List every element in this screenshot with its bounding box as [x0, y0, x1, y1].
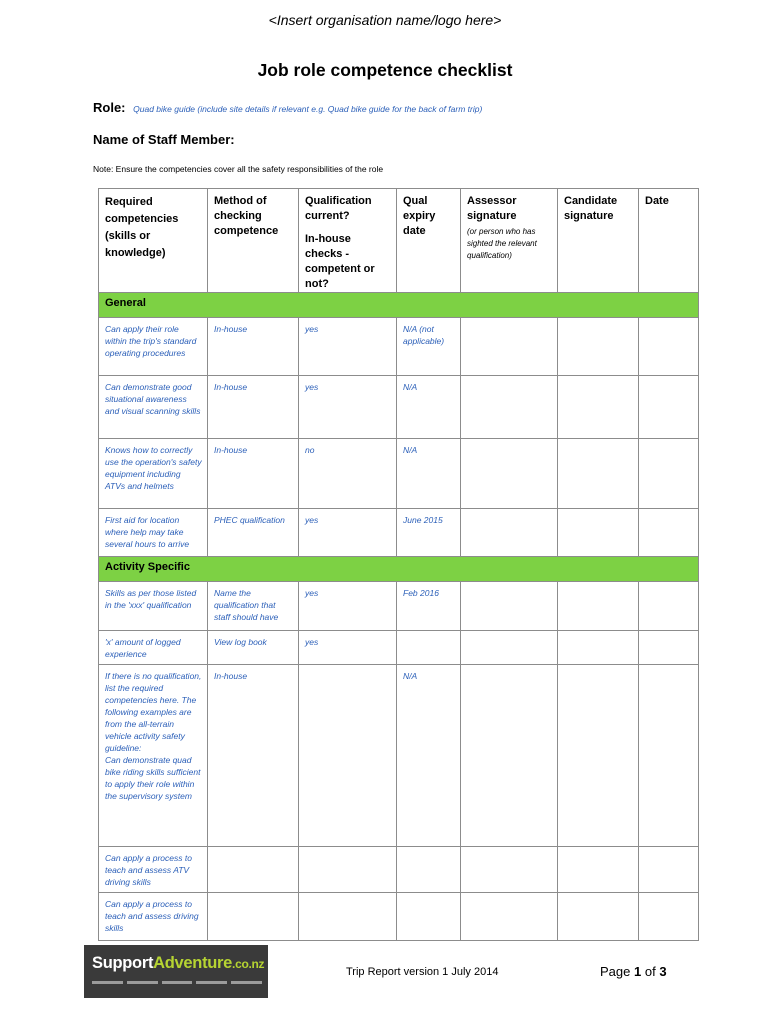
expiry-cell: N/A — [397, 439, 461, 509]
assessor-signature-cell[interactable] — [461, 665, 558, 847]
header-assessor: Assessor signature (or person who has sighted the relevant qualification) — [461, 189, 558, 293]
qualification-cell: yes — [299, 509, 397, 557]
date-cell[interactable] — [639, 847, 699, 893]
section-label: Activity Specific — [99, 557, 699, 582]
staff-member-label: Name of Staff Member: — [93, 132, 235, 147]
qualification-cell: yes — [299, 318, 397, 376]
expiry-cell: N/A — [397, 665, 461, 847]
qualification-cell — [299, 665, 397, 847]
header-expiry: Qual expiry date — [397, 189, 461, 293]
date-cell[interactable] — [639, 318, 699, 376]
header-competencies: Required competencies (skills or knowledge) — [99, 189, 208, 293]
role-label: Role: — [93, 100, 126, 115]
organisation-placeholder: <Insert organisation name/logo here> — [268, 12, 502, 28]
competency-extra-text: Can demonstrate quad bike riding skills sufficient to apply their role within the supervisory system — [105, 755, 201, 801]
date-cell[interactable] — [639, 439, 699, 509]
candidate-signature-cell[interactable] — [558, 582, 639, 631]
method-cell: In-house — [208, 318, 299, 376]
table-row — [99, 665, 699, 847]
expiry-cell — [397, 631, 461, 665]
header-method: Method of checking competence — [208, 189, 299, 293]
method-cell: Name the qualification that staff should have — [208, 582, 299, 631]
table-row — [99, 631, 699, 665]
expiry-cell: Feb 2016 — [397, 582, 461, 631]
qualification-cell — [299, 847, 397, 893]
method-cell — [208, 893, 299, 941]
candidate-signature-cell[interactable] — [558, 893, 639, 941]
method-cell: PHEC qualification — [208, 509, 299, 557]
method-cell — [208, 847, 299, 893]
qualification-cell: yes — [299, 582, 397, 631]
candidate-signature-cell[interactable] — [558, 439, 639, 509]
assessor-signature-cell[interactable] — [461, 439, 558, 509]
table-row — [99, 318, 699, 376]
header-inhouse-checks: In-house checks - competent or not? — [305, 233, 375, 290]
candidate-signature-cell[interactable] — [558, 665, 639, 847]
page-number: Page 1 of 3 — [600, 964, 667, 979]
assessor-signature-cell[interactable] — [461, 631, 558, 665]
competency-cell: First aid for location where help may take several hours to arrive — [99, 509, 208, 557]
competency-cell: Can demonstrate good situational awareness and visual scanning skills — [99, 376, 208, 439]
table-row — [99, 376, 699, 439]
assessor-signature-cell[interactable] — [461, 318, 558, 376]
candidate-signature-cell[interactable] — [558, 376, 639, 439]
qualification-cell: yes — [299, 631, 397, 665]
expiry-cell: June 2015 — [397, 509, 461, 557]
date-cell[interactable] — [639, 631, 699, 665]
header-candidate: Candidate signature — [558, 189, 639, 293]
competence-checklist-table — [98, 188, 699, 941]
assessor-note: (or person who has sighted the relevant qualification) — [467, 227, 537, 260]
expiry-cell: N/A (not applicable) — [397, 318, 461, 376]
logo-tagline-icon — [92, 979, 262, 987]
expiry-cell — [397, 893, 461, 941]
note-text: Note: Ensure the competencies cover all the safety responsibilities of the role — [93, 164, 384, 174]
competency-cell: Skills as per those listed in the 'xxx' qualification — [99, 582, 208, 631]
candidate-signature-cell[interactable] — [558, 847, 639, 893]
header-date: Date — [639, 189, 699, 293]
competency-text: If there is no qualification, list the required competencies here. The following examples are from the all-terrain vehicle activity safety guideline: — [105, 671, 202, 753]
table-row — [99, 847, 699, 893]
assessor-signature-cell[interactable] — [461, 847, 558, 893]
candidate-signature-cell[interactable] — [558, 318, 639, 376]
assessor-signature-cell[interactable] — [461, 376, 558, 439]
method-cell: In-house — [208, 665, 299, 847]
method-cell: In-house — [208, 376, 299, 439]
footer-version: Trip Report version 1 July 2014 — [346, 966, 499, 978]
date-cell[interactable] — [639, 665, 699, 847]
competency-cell: Knows how to correctly use the operation's safety equipment including ATVs and helmets — [99, 439, 208, 509]
assessor-signature-cell[interactable] — [461, 893, 558, 941]
date-cell[interactable] — [639, 509, 699, 557]
competency-cell: Can apply a process to teach and assess ATV driving skills — [99, 847, 208, 893]
competency-cell: Can apply a process to teach and assess driving skills — [99, 893, 208, 941]
competency-cell: 'x' amount of logged experience — [99, 631, 208, 665]
support-adventure-logo — [84, 945, 268, 998]
table-row — [99, 582, 699, 631]
candidate-signature-cell[interactable] — [558, 631, 639, 665]
page-title: Job role competence checklist — [257, 60, 513, 80]
competency-cell: Can apply their role within the trip's standard operating procedures — [99, 318, 208, 376]
candidate-signature-cell[interactable] — [558, 509, 639, 557]
table-row — [99, 439, 699, 509]
method-cell: View log book — [208, 631, 299, 665]
assessor-signature-cell[interactable] — [461, 582, 558, 631]
qualification-cell — [299, 893, 397, 941]
table-row — [99, 893, 699, 941]
section-row-general — [99, 293, 699, 318]
assessor-signature-cell[interactable] — [461, 509, 558, 557]
table-row — [99, 509, 699, 557]
date-cell[interactable] — [639, 582, 699, 631]
expiry-cell — [397, 847, 461, 893]
qualification-cell: no — [299, 439, 397, 509]
date-cell[interactable] — [639, 376, 699, 439]
date-cell[interactable] — [639, 893, 699, 941]
expiry-cell: N/A — [397, 376, 461, 439]
role-line — [93, 100, 482, 115]
logo-wordmark: SupportAdventure.co.nz — [92, 954, 265, 972]
section-label: General — [99, 293, 699, 318]
table-header-row — [99, 189, 699, 293]
method-cell: In-house — [208, 439, 299, 509]
competency-cell — [99, 665, 208, 847]
section-row-activity-specific — [99, 557, 699, 582]
qualification-cell: yes — [299, 376, 397, 439]
role-value: Quad bike guide (include site details if relevant e.g. Quad bike guide for the back of farm trip) — [133, 104, 483, 114]
header-qualification: Qualification current? In-house checks - competent or not? — [299, 189, 397, 293]
